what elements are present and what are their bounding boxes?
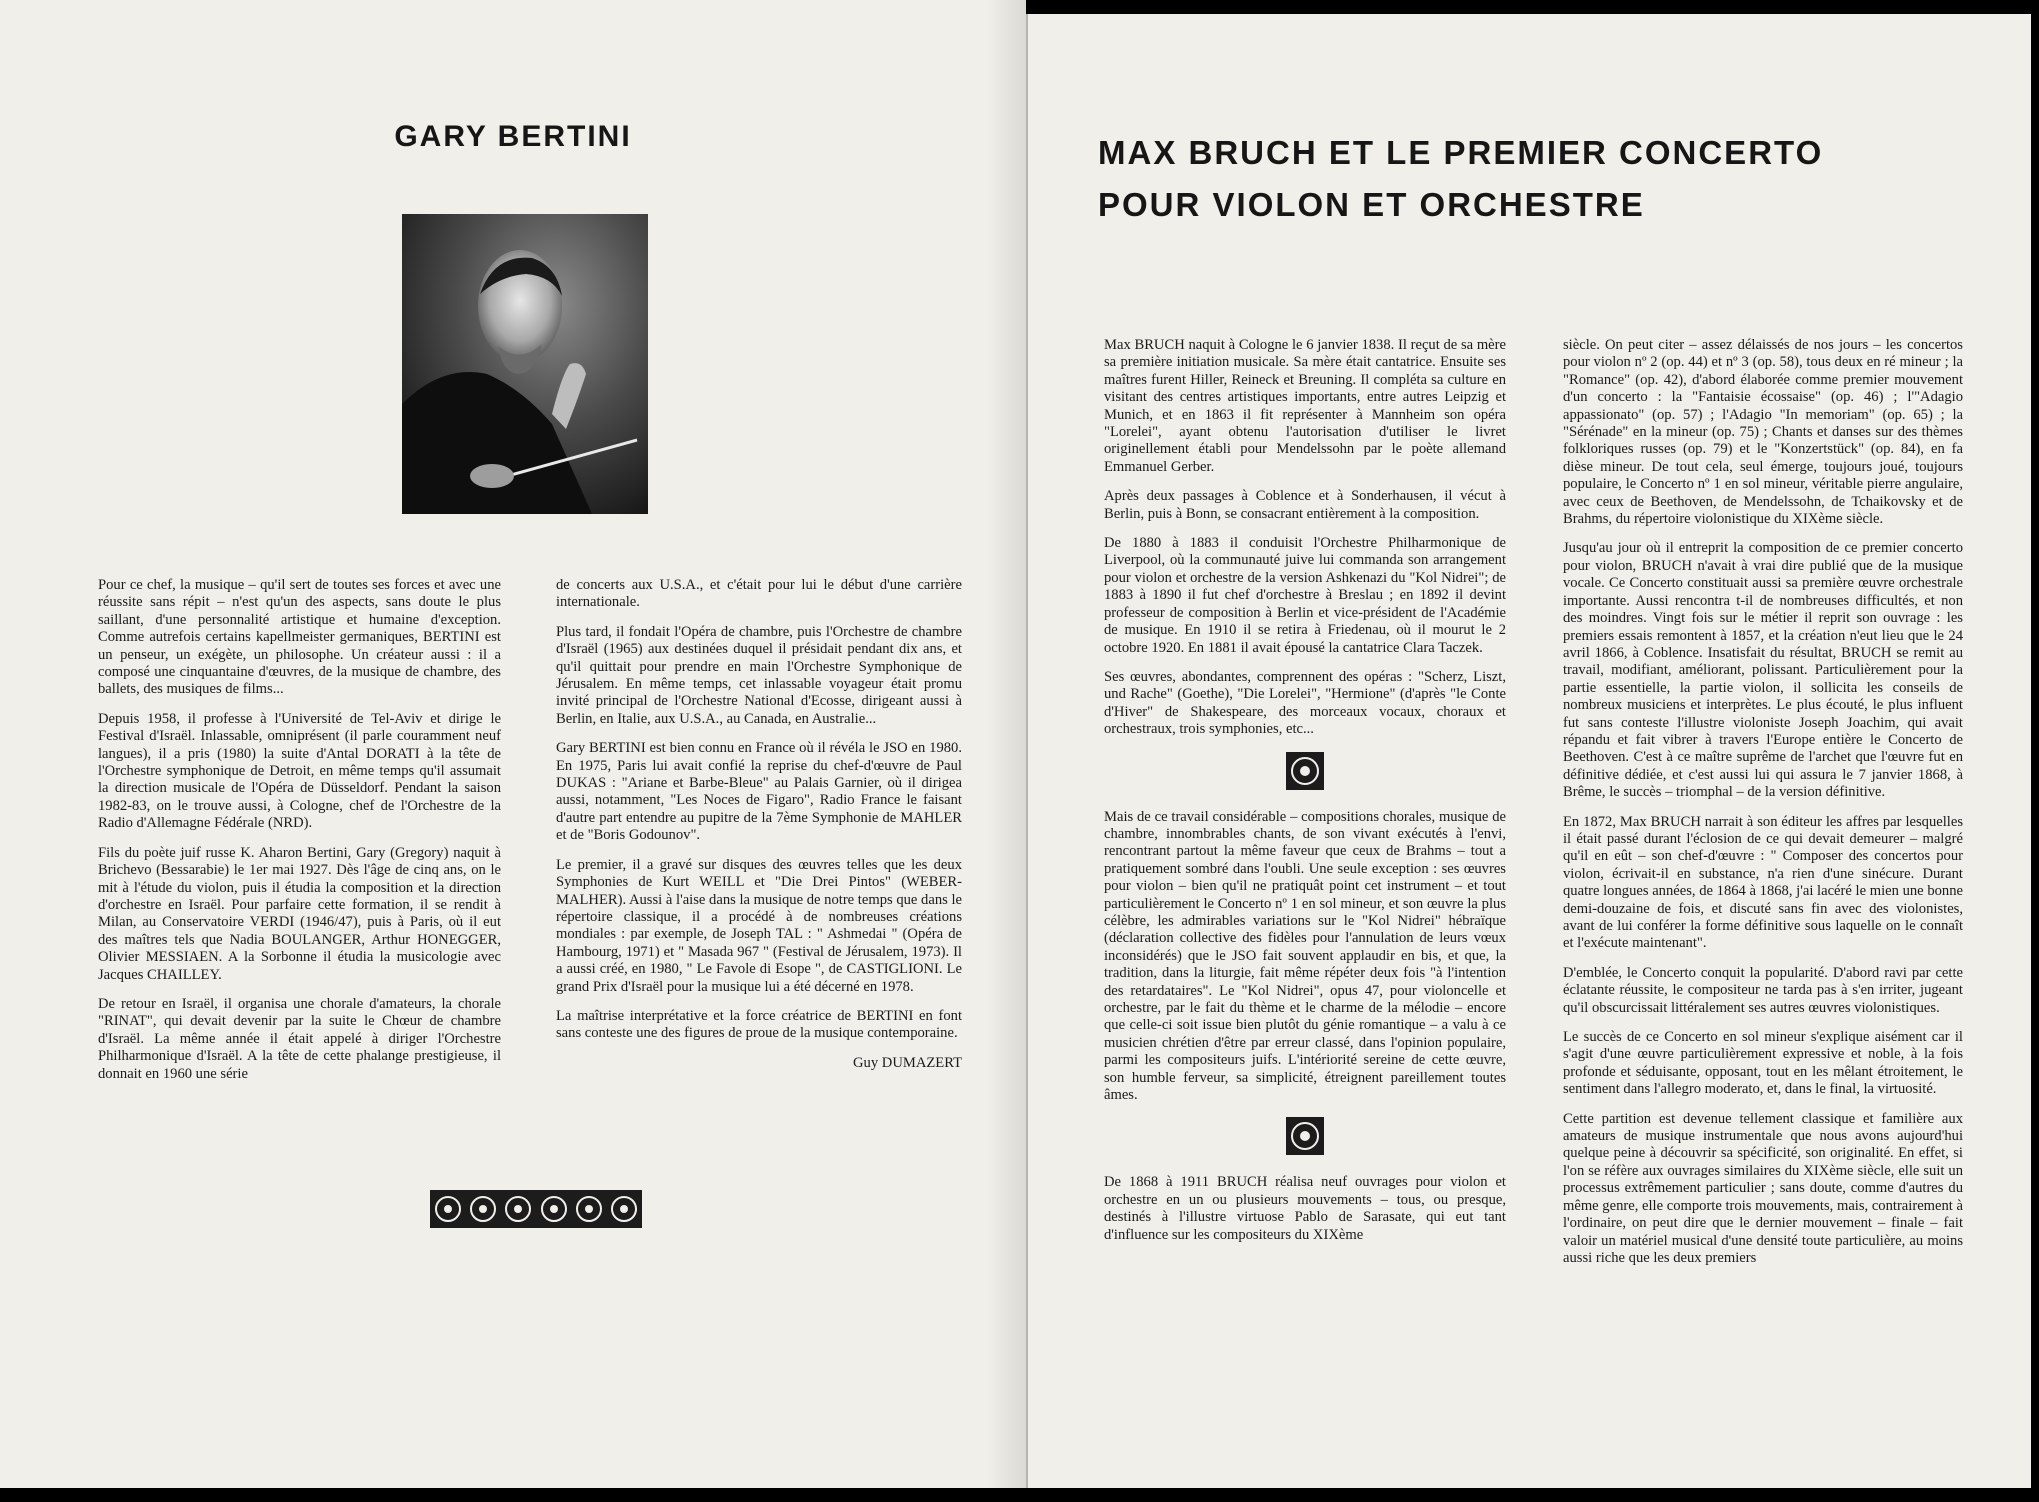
text-column-2 <box>556 577 962 1072</box>
paragraph: Le premier, il a gravé sur disques des œuvres telles que les deux Symphonies de Kurt WEILL et "Die Drei Pintos" (WEBER-MALHER). Aussi à l'aise dans la musique de notre temps que dans le répertoire classique, il a procédé à de nombreuses créations mondiales : par exemple, de Joseph TAL : " Ashmedai " (Opéra de Hambourg, 1971) et " Masada 967 " (Festival de Jérusalem, 1973). Il a aussi créé, en 1980, " Le Favole di Esope ", de CASTIGLIONI. Le grand Prix d'Israël pour la musique lui a été décerné en 1978. <box>556 856 962 995</box>
paragraph: siècle. On peut citer – assez délaissés de nos jours – les concertos pour violon nº 2 (op. 44) et nº 3 (op. 58), tous deux en ré mineur ; la "Romance" (op. 42), d'abord élaborée comme premier mouvement d'un concerto : la "Fantaisie écossaise" (op. 46) ; l'"Adagio appassionato" (op. 57) ; l'Adagio "In memoriam" (op. 65) ; la "Sérénade" en la mineur (op. 75) ; Chants et danses sur des thèmes folkloriques russes (op. 79) et le "Konzertstück" (op. 84), en fa dièse mineur. De tout cela, seul émerge, toujours joué, toujours populaire, le Concerto nº 1 en sol mineur, véritable pierre angulaire, avec ceux de Beethoven, de Mendelssohn, de Tchaikovsky et de Brahms, du répertoire violonistique du XIXème siècle. <box>1563 337 1963 528</box>
paragraph: Pour ce chef, la musique – qu'il sert de toutes ses forces et avec une réussite sans répit – n'est qu'un des aspects, sans doute le plus saillant, d'une personnalité artistique et humaine d'exception. Comme autrefois certains kapellmeister germaniques, BERTINI est un penseur, un exégète, un philosophe. Un créateur aussi : il a composé une cinquantaine d'œuvres, de la musique de chambre, des ballets, des musiques de films... <box>98 577 501 698</box>
paragraph: De retour en Israël, il organisa une chorale d'amateurs, la chorale "RINAT", qui devait devenir par la suite le Chœur de chambre d'Israël. La même année il était appelé à diriger l'Orchestre Philharmonique d'Israël. A la tête de cette phalange prestigieuse, il donnait en 1960 une série <box>98 995 501 1082</box>
text-column-1 <box>1104 337 1506 1256</box>
paragraph: Max BRUCH naquit à Cologne le 6 janvier 1838. Il reçut de sa mère sa première initiation musicale. Sa mère était cantatrice. Ensuite ses maîtres furent Hiller, Reineck et Breuning. Il compléta sa culture en visitant des centres artistiques importants, entre autres Leipzig et Munich, et en 1863 il fit représenter à Mannheim son opéra "Lorelei", ayant obtenu l'autorisation d'utiliser le livret originellement établi pour Mendelssohn par le poète allemand Emmanuel Gerber. <box>1104 337 1506 475</box>
author-signature: Guy DUMAZERT <box>853 1054 962 1071</box>
paragraph: Le succès de ce Concerto en sol mineur s'explique aisément car il s'agit d'une œuvre particulièrement expressive et noble, à la fois profonde et séduisante, opposant, tout en les mêlant étroitement, le sentiment dans l'allegro moderato, et, dans le final, la virtuosité. <box>1563 1029 1963 1098</box>
paragraph: D'emblée, le Concerto conquit la popularité. D'abord ravi par cette éclatante réussite, le compositeur ne tarda pas à s'en irriter, jugeant qu'il obscurcissait littéralement ses autres œuvres violonistiques. <box>1563 964 1963 1016</box>
paragraph: Plus tard, il fondait l'Opéra de chambre, puis l'Orchestre de chambre d'Israël (1965) aux destinées duquel il présidait pendant dix ans, et qu'il quittait pour prendre en main l'Orchestre Symphonique de Jérusalem. En même temps, cet inlassable voyageur était promu invité principal de l'Orchestre National d'Ecosse, dirigeant aussi à Berlin, en Italie, aux U.S.A., au Canada, en Australie... <box>556 623 962 727</box>
paragraph: Jusqu'au jour où il entreprit la composition de ce premier concerto pour violon, BRUCH n'avait à vrai dire publié que de la musique vocale. Ce Concerto constituait aussi sa première œuvre orchestrale importante. Aussi rencontra t-il de nombreuses difficultés, et non des moindres. Vingt fois sur le métier il reprit son ouvrage : les premiers essais remontent à 1857, et la création n'eut lieu que le 24 avril 1866, à Coblence. Insatisfait du résultat, BRUCH se remit au travail, modifiant, améliorant, polissant. Particulièrement pour la partie essentielle, la partie violon, il sollicita les conseils de nombreux musiciens et interprètes. Le plus écouté, le plus influent fut sans conteste l'illustre violoniste Joseph Joachim, qui avait répandu et fait vibrer à travers l'Europe entière le Concerto de Beethoven. C'est à ce maître suprême de l'archet que l'œuvre fut en définitive dédiée, et c'est aussi lui qui assura le 7 janvier 1868, à Brême, le succès – triomphal – de la version définitive. <box>1563 540 1963 801</box>
vignette-ornament <box>1285 751 1325 791</box>
paragraph: De 1868 à 1911 BRUCH réalisa neuf ouvrages pour violon et orchestre en un ou plusieurs mouvements – tous, ou presque, destinés à l'illustre virtuose Pablo de Sarasate, qui eut tant d'influence sur les compositeurs du XIXème <box>1104 1174 1506 1243</box>
paragraph: Après deux passages à Coblence et à Sonderhausen, il vécut à Berlin, puis à Bonn, se consacrant entièrement à la composition. <box>1104 488 1506 522</box>
paragraph: De 1880 à 1883 il conduisit l'Orchestre Philharmonique de Liverpool, où la communauté juive lui commanda son arrangement pour violon et orchestre de la version Ashkenazi du "Kol Nidrei"; de 1883 à 1890 il fut chef d'orchestre à Breslau ; en 1892 il devint professeur de composition à Berlin et vice-président de l'Académie de musique. En 1910 il se retira à Friedenau, où il mourut le 2 octobre 1920. En 1881 il avait épousé la cantatrice Clara Taczek. <box>1104 535 1506 656</box>
vignette-ornament <box>1285 1116 1325 1156</box>
page-title: GARY BERTINI <box>394 120 632 153</box>
article-title-line-2: POUR VIOLON ET ORCHESTRE <box>1098 186 1645 223</box>
right-page <box>1026 14 2031 1488</box>
article-title-line-1: MAX BRUCH ET LE PREMIER CONCERTO <box>1098 134 1824 171</box>
paragraph: de concerts aux U.S.A., et c'était pour lui le début d'une carrière internationale. <box>556 577 962 611</box>
paragraph: Gary BERTINI est bien connu en France où il révéla le JSO en 1980. En 1975, Paris lui avait confié la reprise du chef-d'œuvre de Paul DUKAS : "Ariane et Barbe-Bleue" au Palais Garnier, où il dirigea aussi, notamment, "Les Noces de Figaro", Radio France le faisant d'autre part entendre au pupitre de la 7ème Symphonie de MAHLER et de "Boris Godounov". <box>556 740 962 844</box>
text-column-1 <box>98 577 501 1095</box>
paragraph: Cette partition est devenue tellement classique et familière aux amateurs de musique instrumentale que nous avons aujourd'hui quelque peine à découvrir sa spécificité, son originalité. En effet, si l'on se réfère aux ouvrages similaires du XIXème siècle, elle suit un processus extrêmement particulier ; sans doute, comme d'autres du même genre, elle comporte trois mouvements, mais, contrairement à l'ordinaire, on peut dire que le dernier mouvement – finale – fait valoir un matériel musical d'une densité toute particulière, au moins aussi riche que les deux premiers <box>1563 1110 1963 1266</box>
paragraph: Ses œuvres, abondantes, comprennent des opéras : "Scherz, Liszt, und Rache" (Goethe), "Die Lorelei", "Hermione" (d'après "le Conte d'Hiver" de Shakespeare, des morceaux vocaux, choraux et orchestraux, trois symphonies, etc... <box>1104 668 1506 738</box>
paragraph: En 1872, Max BRUCH narrait à son éditeur les affres par lesquelles il était passé durant l'éclosion de ce qui devait demeurer – malgré qu'il en eût – son chef-d'œuvre : " Composer des concertos pour violon, écrivait-il en substance, n'a rien d'une sinécure. Durant quatre longues années, de 1864 à 1868, j'ai lacéré le mien une bonne demi-douzaine de fois, et discuté sans fin avec des violonistes, avant de lui conférer la forme définitive sous laquelle on le connaît et l'exécute maintenant". <box>1563 813 1963 952</box>
conductor-portrait <box>402 214 648 514</box>
paragraph: La maîtrise interprétative et la force créatrice de BERTINI en font sans conteste une des figures de proue de la musique contemporaine. <box>556 1007 962 1042</box>
paragraph: Depuis 1958, il professe à l'Université de Tel-Aviv et dirige le Festival d'Israël. Inlassable, omniprésent (il parle couramment neuf langues), il a pris (1980) la suite d'Antal DORATI à la tête de l'Orchestre symphonique de Detroit, en même temps qu'il assumait la direction musicale de l'Opéra de Düsseldorf. Pendant la saison 1982-83, on le trouve aussi, à Cologne, chef de l'Orchestre de la Radio d'Allemagne Fédérale (NRD). <box>98 710 501 832</box>
ornament-frieze <box>430 1190 642 1233</box>
paragraph: Fils du poète juif russe K. Aharon Bertini, Gary (Gregory) naquit à Brichevo (Bessarabie) le 1er mai 1927. Dès l'âge de cinq ans, on le mit à l'étude du violon, puis il étudia la composition et la direction d'orchestre en Israël. Pour parfaire cette formation, il se rendit à Milan, au Conservatoire VERDI (1946/47), puis à Paris, où il eut des maîtres tels que Nadia BOULANGER, Arthur HONEGGER, Olivier MESSIAEN. A la Sorbonne il étudia la musicologie avec Jacques CHAILLEY. <box>98 844 501 983</box>
text-column-2 <box>1563 337 1963 1279</box>
left-page <box>0 0 1026 1488</box>
paragraph: Mais de ce travail considérable – compositions chorales, musique de chambre, innombrables chants, de son vivant exécutés à l'envi, rencontrant partout la même faveur que ceux de Brahms – tout a pratiquement sombré dans l'oubli. Une seule exception : ses œuvres pour violon – bien qu'il ne pratiquât point cet instrument – et tout particulièrement le Concerto nº 1 en sol mineur, et son œuvre la plus célèbre, les admirables variations sur le "Kol Nidrei" hébraïque (déclaration collective des fidèles pour l'annulation de leurs vœux inconsidérés) que le JSO fait souvent applaudir en bis, et que, la tradition, dans la liturgie, fait même répéter deux fois "à l'intention des retardataires". Le "Kol Nidrei", opus 47, pour violoncelle et orchestre, par le fait du thème et le charme de la mélodie – encore que celle-ci soit issue bien plutôt du génie romantique – a valu à ce musicien chrétien d'être par erreur classé, dans l'opinion populaire, parmi les compositeurs juifs. L'intériorité sereine de cette œuvre, son humble ferveur, sa simplicité, étreignent pareillement toutes âmes. <box>1104 808 1506 1104</box>
